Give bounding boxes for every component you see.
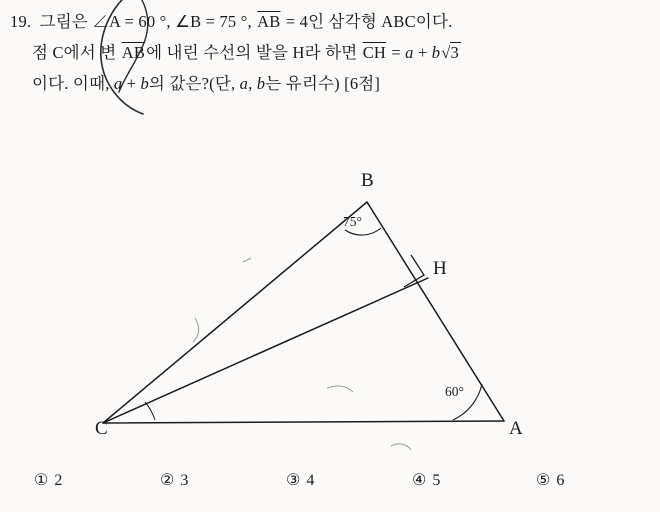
variable-b: b — [431, 43, 441, 62]
side-ba — [367, 202, 504, 421]
question-line-1 — [10, 6, 650, 37]
angle-symbol-b — [175, 12, 190, 31]
variable-b-3: b — [256, 74, 266, 93]
angle-b-label: B — [190, 12, 202, 31]
right-angle-mark — [404, 255, 424, 287]
vertex-label-h: H — [433, 258, 447, 279]
choice-4-marker: ④ — [412, 472, 427, 489]
angle-a-label: A — [109, 12, 121, 31]
variable-a-2: a — [113, 74, 123, 93]
vertex-label-c: C — [95, 418, 108, 439]
question-line3-mid: 의 값은?(단, — [148, 74, 240, 93]
side-ca — [103, 421, 504, 423]
choice-2-marker: ② — [160, 472, 175, 489]
smudge-upper — [243, 258, 251, 262]
vertex-label-b: B — [361, 170, 374, 191]
radical-expression — [440, 37, 461, 68]
question-line3-pre: 이다. 이때, — [32, 74, 114, 93]
choice-3[interactable] — [286, 470, 314, 490]
answer-choices — [28, 470, 638, 500]
vertex-label-a: A — [509, 418, 523, 439]
choice-4-label: 5 — [432, 472, 441, 489]
plus-sign-2: + — [122, 74, 141, 93]
angle-a-value: = 60 °, — [120, 12, 176, 31]
question-line3-tail: 는 유리수) [6점] — [265, 74, 381, 93]
choice-1-marker: ① — [34, 472, 49, 489]
comma: , — [248, 74, 257, 93]
angle-value-a: 60° — [445, 384, 464, 399]
angle-symbol-a — [92, 12, 109, 31]
segment-ch-overline: $\overline{CH}$ — [362, 43, 387, 62]
angle-arc-c — [145, 402, 155, 420]
triangle-figure — [95, 170, 565, 460]
variable-a: a — [405, 43, 414, 62]
variable-b-2: b — [140, 74, 149, 93]
choice-2-label: 3 — [180, 472, 189, 489]
angle-b-value: = 75 °, — [201, 12, 257, 31]
segment-ch — [103, 278, 428, 423]
triangle-diagram-svg — [95, 170, 565, 460]
radical-symbol: √ — [441, 43, 451, 62]
question-line2-pre: 점 C에서 변 — [32, 43, 121, 62]
radicand: 3 — [450, 43, 459, 62]
plus-sign: + — [413, 43, 432, 62]
variable-a-3: a — [239, 74, 249, 93]
question-line2-mid: 에 내린 수선의 발을 H라 하면 — [146, 43, 362, 62]
choice-2[interactable] — [160, 470, 188, 490]
smudge-bottom — [391, 444, 411, 450]
ab-length-text: = 4인 삼각형 ABC이다. — [281, 12, 453, 31]
choice-5[interactable] — [536, 470, 564, 490]
segment-ab-overline: $\overline{AB}$ — [257, 12, 281, 31]
choice-3-label: 4 — [306, 472, 315, 489]
choice-5-marker: ⑤ — [536, 472, 551, 489]
segment-ab-overline-2: $\overline{AB}$ — [121, 43, 146, 62]
choice-4[interactable] — [412, 470, 440, 490]
smudge-middle — [327, 386, 353, 392]
question-line-2 — [10, 37, 650, 68]
question-block — [10, 6, 650, 99]
choice-3-marker: ③ — [286, 472, 301, 489]
question-line-3 — [10, 68, 650, 99]
question-line1-pre: 그림은 — [39, 12, 93, 31]
choice-1[interactable] — [34, 470, 62, 490]
question-number: 19. — [10, 12, 32, 31]
smudge-left — [193, 318, 199, 342]
angle-value-b: 75° — [343, 214, 362, 229]
choice-5-label: 6 — [556, 472, 565, 489]
choice-1-label: 2 — [54, 472, 63, 489]
side-bc — [103, 202, 367, 423]
ch-equals: = — [387, 43, 406, 62]
